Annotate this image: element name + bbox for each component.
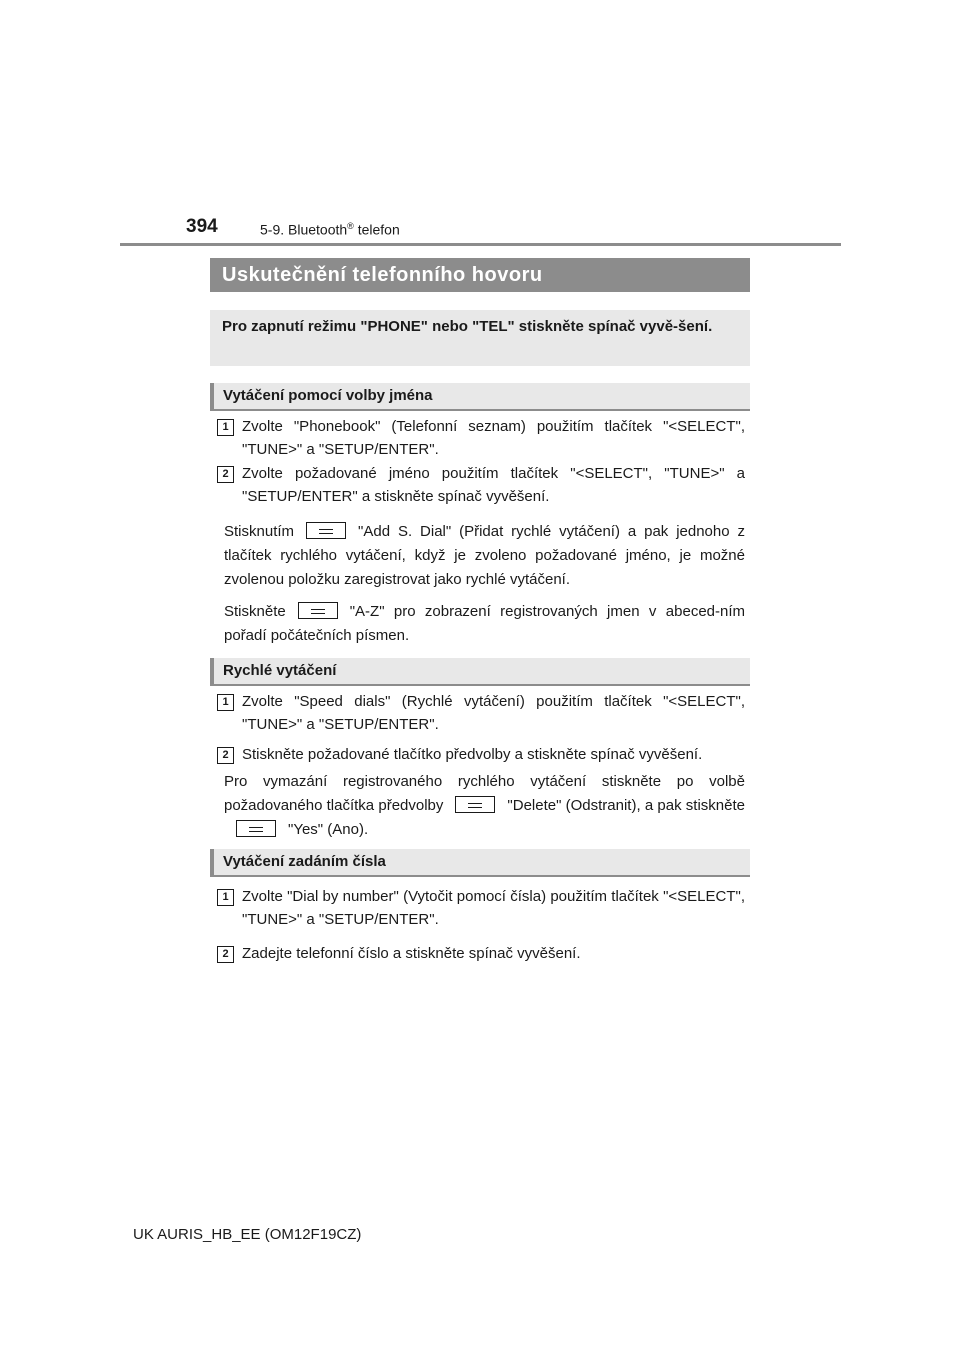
screen-button-icon bbox=[298, 602, 338, 619]
chapter-prefix: 5-9. Bluetooth bbox=[260, 221, 348, 238]
step-text: Stiskněte požadované tlačítko předvolby a stiskněte spínač vyvěšení. bbox=[242, 746, 703, 763]
note-text: Stiskněte bbox=[224, 603, 286, 620]
step-number: 2 bbox=[217, 946, 234, 963]
screen-button-icon bbox=[306, 522, 346, 539]
section-title: Uskutečnění telefonního hovoru bbox=[210, 258, 750, 292]
note-text: "Yes" (Ano). bbox=[288, 821, 369, 838]
step-text: Zvolte požadované jméno použitím tlačítek "<SELECT", "TUNE>" a "SETUP/ENTER" a stiskněte spínač vyvěšení. bbox=[242, 465, 745, 505]
note-text: Pro vymazání registrovaného rychlého vytáčení stiskněte po volbě požadovaného tlačítka předvolby bbox=[224, 773, 745, 814]
note-text: Stisknutím bbox=[224, 523, 295, 540]
page-number: 394 bbox=[186, 216, 218, 237]
step-number: 1 bbox=[217, 419, 234, 436]
header-divider bbox=[120, 243, 841, 246]
step-text: Zvolte "Speed dials" (Rychlé vytáčení) použitím tlačítek "<SELECT", "TUNE>" a "SETUP/ENTER". bbox=[242, 693, 745, 733]
note-add-speed-dial bbox=[224, 520, 745, 592]
step-text: Zvolte "Phonebook" (Telefonní seznam) použitím tlačítek "<SELECT", "TUNE>" a "SETUP/ENTER". bbox=[242, 418, 745, 458]
step-text: Zvolte "Dial by number" (Vytočit pomocí čísla) použitím tlačítek "<SELECT", "TUNE>" a "SETUP/ENTER". bbox=[242, 888, 745, 928]
registered-mark: ® bbox=[347, 221, 354, 231]
subheading-name-dial: Vytáčení pomocí volby jména bbox=[210, 383, 750, 411]
note-text: "A-Z" pro zobrazení registrovaných jmen v abeced-ním pořadí počátečních písmen. bbox=[224, 603, 745, 644]
step-number: 1 bbox=[217, 889, 234, 906]
note-text: "Add S. Dial" (Přidat rychlé vytáčení) a pak jednoho z tlačítek rychlého vytáčení, když je zvoleno požadované jméno, je možné zvolenou položku zaregistrovat jako rychlé vytáčení. bbox=[224, 523, 745, 588]
step-number: 2 bbox=[217, 747, 234, 764]
step-number: 1 bbox=[217, 694, 234, 711]
note-text: "Delete" (Odstranit), a pak stiskněte bbox=[507, 797, 745, 814]
note-delete-speed-dial bbox=[224, 770, 745, 842]
subheading-number-dial: Vytáčení zadáním čísla bbox=[210, 849, 750, 877]
note-a-z bbox=[224, 600, 745, 648]
screen-button-icon bbox=[236, 820, 276, 837]
subheading-speed-dial: Rychlé vytáčení bbox=[210, 658, 750, 686]
step-text: Zadejte telefonní číslo a stiskněte spínač vyvěšení. bbox=[242, 945, 581, 962]
chapter-suffix: telefon bbox=[353, 221, 400, 238]
screen-button-icon bbox=[455, 796, 495, 813]
step-number: 2 bbox=[217, 466, 234, 483]
footer-model-code: UK AURIS_HB_EE (OM12F19CZ) bbox=[133, 1226, 362, 1243]
chapter-title bbox=[260, 221, 400, 238]
intro-box: Pro zapnutí režimu "PHONE" nebo "TEL" stiskněte spínač vyvě-šení. bbox=[210, 310, 750, 366]
